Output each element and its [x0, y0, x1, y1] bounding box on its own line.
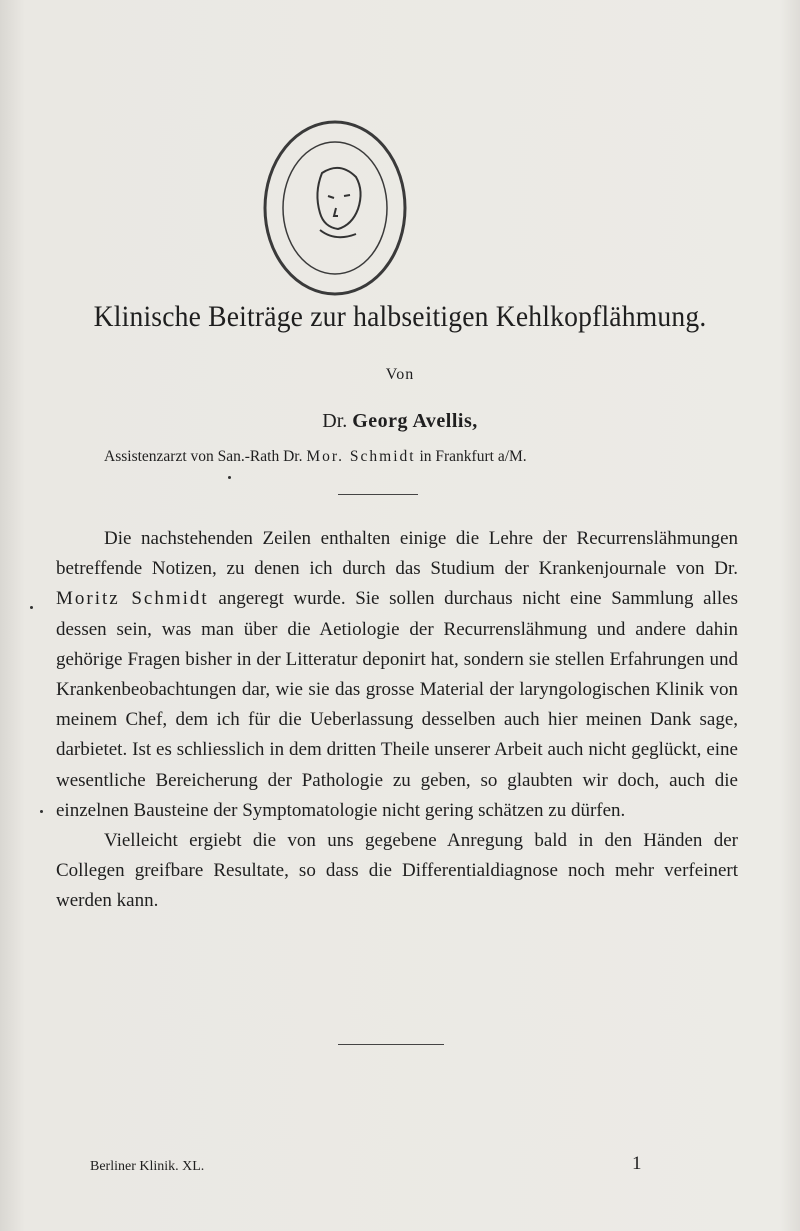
article-body: [56, 524, 738, 917]
author-prefix: Dr.: [322, 410, 348, 432]
print-speck: [228, 476, 231, 479]
author-affiliation: [104, 448, 704, 466]
page-number: 1: [632, 1153, 642, 1174]
affiliation-before: Assistenzarzt von San.-Rath Dr.: [104, 448, 303, 465]
author-line: [0, 410, 800, 433]
paragraph-1-after: angeregt wurde. Sie sollen durchaus nicht eine Sammlung alles dessen sein, was man über die Aetiologie der Recurrenslähmung und andere dahin gehörige Fragen bisher in der Litteratur deponirt hat, sondern sie stellen Erfahrungen und Krankenbeobachtungen dar, wie sie das grosse Material der laryngologischen Klinik von meinem Chef, dem ich für die Ueberlassung desselben auch hier meinen Dank sage, darbietet. Ist es schliesslich in dem dritten Theile unserer Arbeit auch nicht geglückt, eine wesentliche Bereicherung der Pathologie zu geben, so glaubten wir doch, auch die einzelnen Bausteine der Symptomatologie nicht gering schätzen zu dürfen.: [56, 588, 738, 821]
stamp-portrait-icon: [317, 168, 360, 237]
paragraph-2: Vielleicht ergiebt die von uns gegebene Anregung bald in den Händen der Collegen greifbare Resultate, so dass die Differentialdiagnose noch mehr verfeinert werden kann.: [56, 830, 738, 912]
print-speck: [30, 606, 33, 609]
byline: Von: [385, 366, 415, 383]
paragraph-1-spaced-name: Moritz Schmidt: [56, 588, 209, 610]
divider-bottom: [338, 1044, 444, 1045]
affiliation-after: in Frankfurt a/M.: [419, 448, 527, 465]
article-title: Klinische Beiträge zur halbseitigen Kehlkopflähmung.: [93, 300, 707, 333]
paragraph-1: [56, 524, 738, 826]
affiliation-spaced-name: Mor. Schmidt: [306, 448, 416, 465]
paragraph-1-before: Die nachstehenden Zeilen enthalten einige die Lehre der Recurrenslähmungen betreffende Notizen, zu denen ich durch das Studium der Krankenjournale von Dr.: [56, 528, 738, 580]
journal-footer: Berliner Klinik. XL.: [90, 1159, 205, 1174]
print-speck: [40, 810, 43, 813]
library-stamp: [262, 118, 408, 298]
divider-top: [338, 494, 418, 495]
author-name: Georg Avellis,: [352, 410, 478, 432]
